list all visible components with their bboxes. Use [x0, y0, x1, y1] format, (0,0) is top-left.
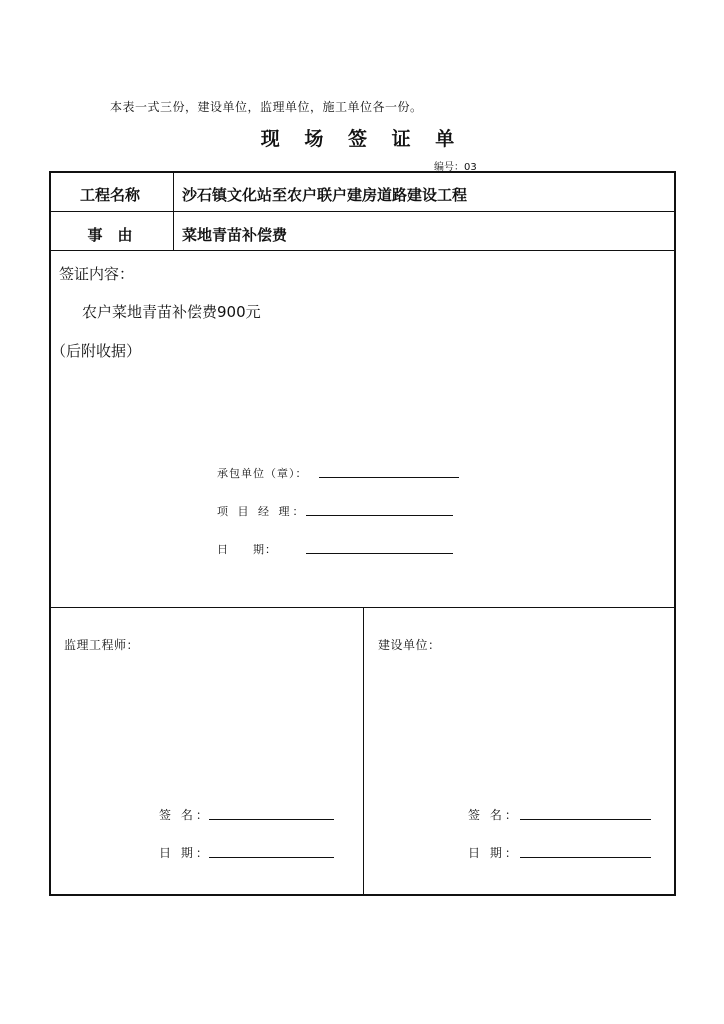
contractor-date-label: 日 期：	[217, 543, 277, 556]
label-column-divider	[173, 173, 174, 250]
builder-sign-line[interactable]	[520, 819, 651, 820]
project-name-value: 沙石镇文化站至农户联户建房道路建设工程	[182, 186, 468, 204]
supervisor-date-line[interactable]	[209, 857, 334, 858]
contractor-date-line[interactable]	[306, 553, 453, 554]
project-manager-line[interactable]	[306, 515, 453, 516]
row-divider-2	[51, 250, 674, 251]
content-line: 农户菜地青苗补偿费900元	[82, 303, 261, 321]
serial-number: 编号：03	[434, 162, 477, 173]
content-note: （后附收据）	[51, 342, 142, 360]
supervisor-sign-line[interactable]	[209, 819, 334, 820]
supervisor-sign-label: 签 名：	[159, 808, 211, 822]
row-divider-1	[51, 211, 674, 212]
builder-date-label: 日 期：	[468, 846, 520, 860]
reason-value: 菜地青苗补偿费	[182, 226, 288, 244]
visa-form	[49, 171, 676, 896]
page-title: 现 场 签 证 单	[260, 128, 464, 150]
builder-sign-label: 签 名：	[468, 808, 520, 822]
contractor-unit-label: 承包单位（章）：	[217, 467, 308, 480]
project-name-label: 工程名称	[79, 186, 140, 204]
reason-label: 事 由	[87, 226, 133, 244]
footer-column-divider	[363, 607, 364, 894]
contractor-unit-line[interactable]	[319, 477, 459, 478]
copies-note: 本表一式三份，建设单位，监理单位，施工单位各一份。	[110, 100, 423, 114]
builder-label: 建设单位：	[378, 638, 441, 652]
builder-date-line[interactable]	[520, 857, 651, 858]
supervisor-label: 监理工程师：	[64, 638, 140, 652]
project-manager-label: 项 目 经 理：	[217, 505, 307, 518]
supervisor-date-label: 日 期：	[159, 846, 211, 860]
content-heading: 签证内容：	[59, 265, 135, 283]
